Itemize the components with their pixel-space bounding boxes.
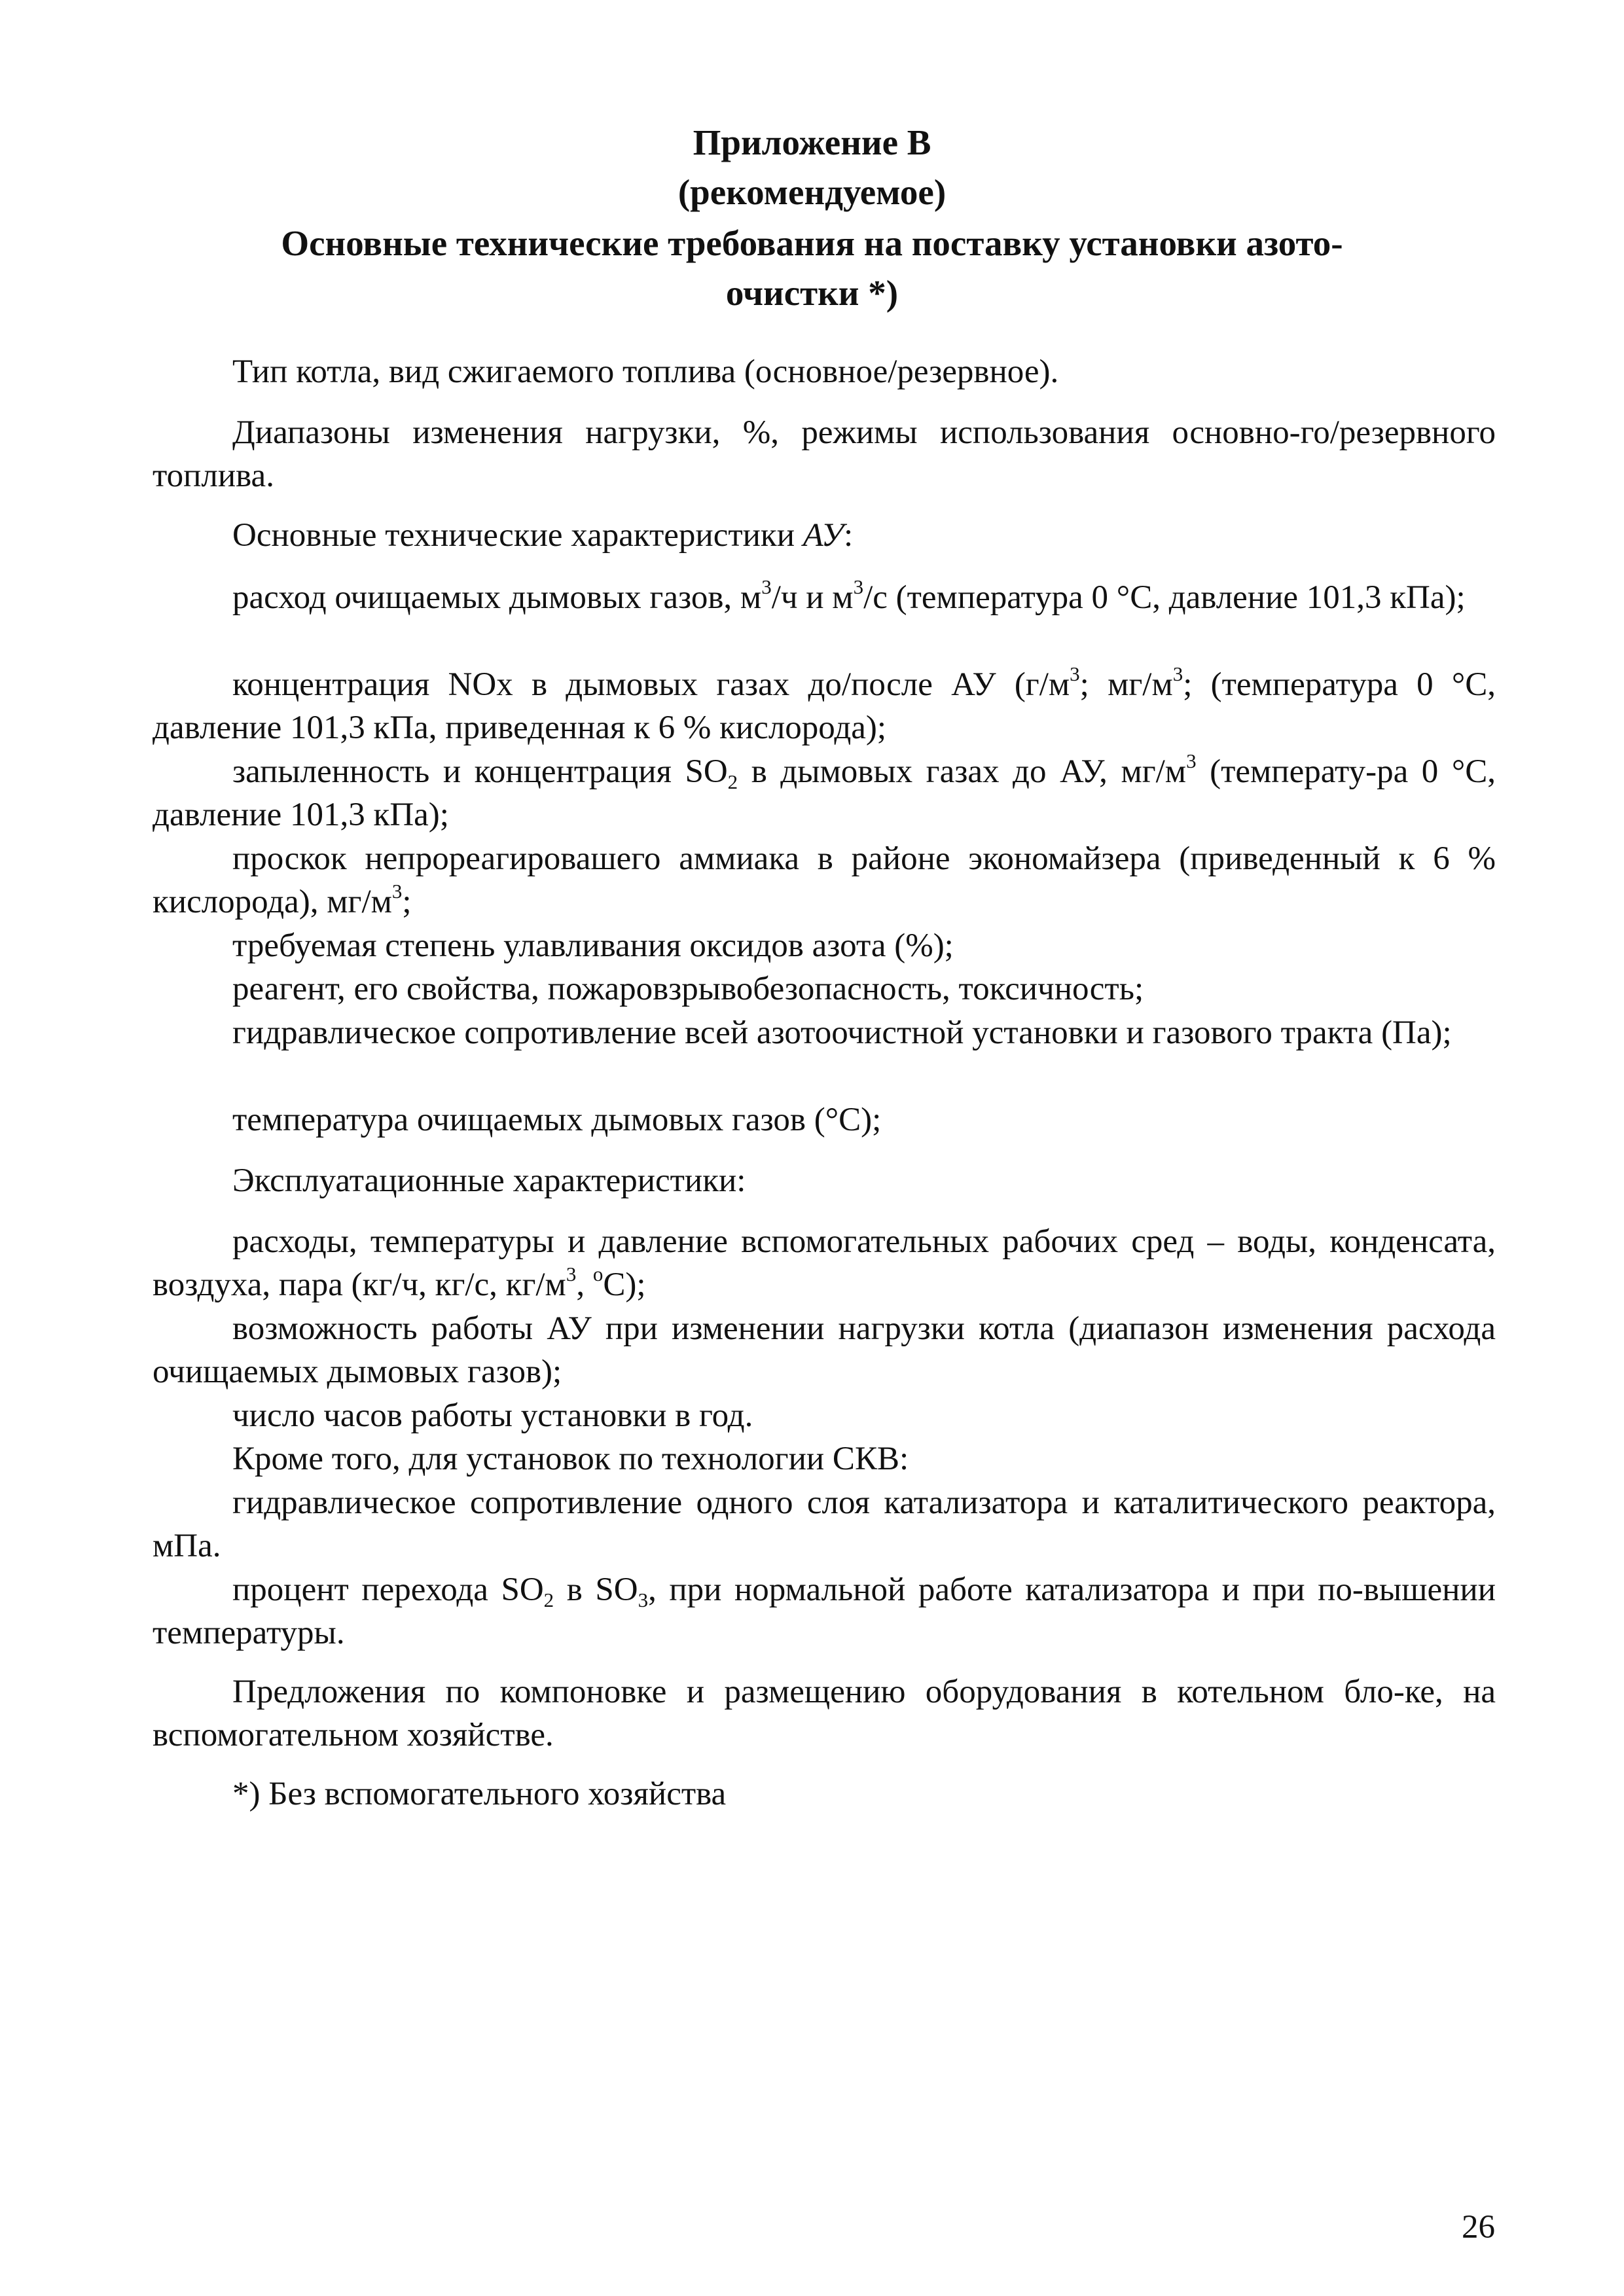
item-flue-gas-flow: расход очищаемых дымовых газов, $м^3/ч$ и $м^3/с$ (температура 0 °С, давление 101,3 кПа);	[232, 575, 1466, 616]
item-removal-degree: требуемая степень улавливания оксидов азота (%);	[232, 927, 954, 964]
paragraph-boiler-type: Тип котла, вид сжигаемого топлива (основное/резервное).	[232, 353, 1059, 390]
footnote: *) Без вспомогательного хозяйства	[232, 1776, 727, 1812]
appendix-type: (рекомендуемое)	[677, 172, 947, 212]
item-gas-temperature: температура очищаемых дымовых газов (°С);	[232, 1102, 882, 1138]
item-catalyst-resistance: гидравлическое сопротивление одного слоя катализатора и каталитического реактора, мПа.	[153, 1484, 1496, 1564]
item-nox-concentration: концентрация NOх в дымовых газах до/после АУ ($г/м^3$; $мг/м^3$; (температура 0 °С, давление 101,3 кПа, приведенная к 6 % кислорода);	[153, 662, 1496, 746]
page-number: 26	[1462, 2209, 1495, 2246]
paragraph-operational-characteristics: Эксплуатационные характеристики:	[232, 1162, 746, 1199]
appendix-label: Приложение В	[693, 122, 931, 162]
item-auxiliary-media: расходы, температуры и давление вспомогательных рабочих сред – воды, конденсата, воздуха, пара (кг/ч, кг/с, $кг/м^3$, $^о$С);	[153, 1223, 1496, 1303]
item-load-variation: возможность работы АУ при изменении нагрузки котла (диапазон изменения расхода очищаемых дымовых газов);	[153, 1310, 1496, 1390]
appendix-title-line-2: очистки *)	[725, 273, 899, 313]
item-so2-conversion: процент перехода $SO_2$ в $SO_3$, при нормальной работе катализатора и при по-вышении температуры.	[153, 1571, 1496, 1651]
appendix-title-line-1: Основные технические требования на поставку установки азото-	[281, 223, 1343, 263]
paragraph-layout-proposals: Предложения по компоновке и размещению оборудования в котельном бло-ке, на вспомогательном хозяйстве.	[153, 1674, 1496, 1753]
item-hydraulic-resistance: гидравлическое сопротивление всей азотоочистной установки и газового тракта (Па);	[232, 1014, 1452, 1051]
item-ammonia-slip: проскок непрореагировашего аммиака в районе экономайзера (приведенный к 6 % кислорода), $мг/м^3$;	[153, 840, 1496, 920]
paragraph-load-range: Диапазоны изменения нагрузки, %, режимы использования основно-го/резервного топлива.	[153, 414, 1496, 494]
item-operating-hours: число часов работы установки в год.	[232, 1397, 753, 1434]
item-dust-so2: запыленность и концентрация $SO_2$ в дымовых газах до АУ, $мг/м^3$ (температу-ра 0 °С, давление 101,3 кПа);	[153, 749, 1496, 833]
item-scr-intro: Кроме того, для установок по технологии СКВ:	[232, 1441, 909, 1477]
item-reagent: реагент, его свойства, пожаровзрывобезопасность, токсичность;	[232, 971, 1144, 1007]
paragraph-main-characteristics: Основные технические характеристики АУ:	[232, 517, 854, 554]
